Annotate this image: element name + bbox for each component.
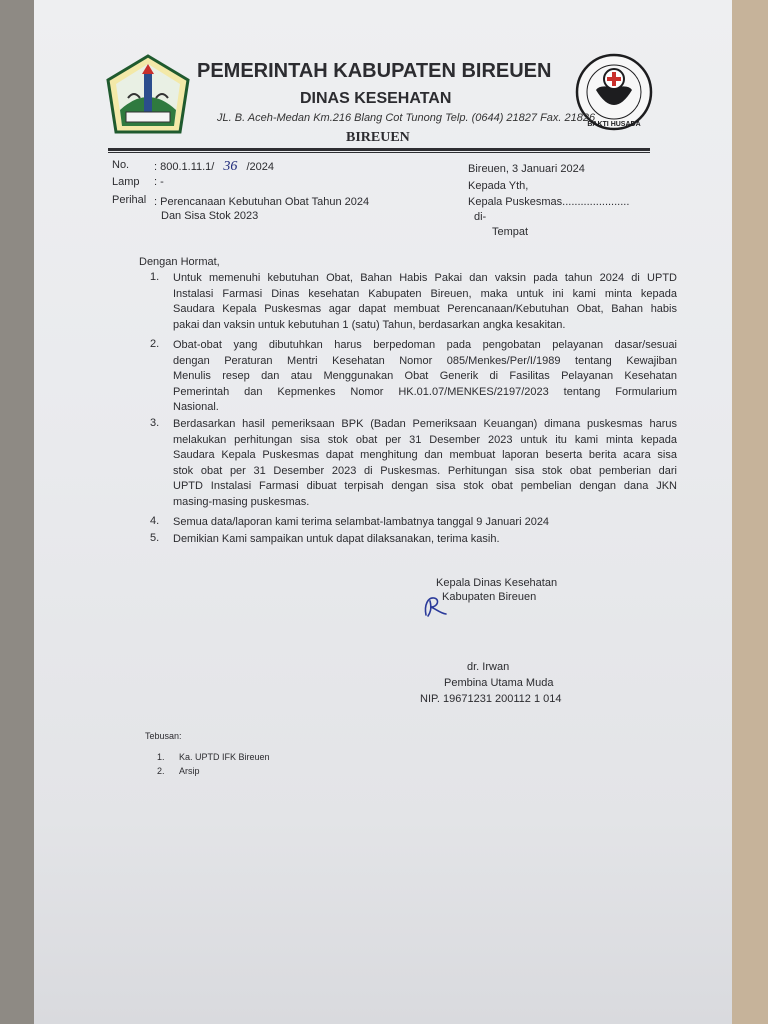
signature-position-1: Kepala Dinas Kesehatan <box>436 577 558 589</box>
body-item-paragraph <box>173 417 677 510</box>
greeting: Dengan Hormat, <box>139 256 220 268</box>
tembusan-item-2: Arsip <box>179 766 200 776</box>
paragraph-line: pakai dan vaksin untuk kebutuhan 1 (satu) Tahun, berdasarkan angka kesakitan. <box>173 318 566 331</box>
paragraph-line: UPTD Instalasi Farmasi dibuat terpisah dengan sisa stok obat pembelian dengan dana JKN <box>173 480 677 492</box>
letterhead-title: PEMERINTAH KABUPATEN BIREUEN <box>197 60 552 82</box>
body-item-paragraph <box>173 532 677 548</box>
no-label: No. <box>112 159 130 171</box>
no-value <box>154 159 274 175</box>
paragraph-line: Nasional. <box>173 401 219 413</box>
letterhead-rule-thick <box>108 148 650 151</box>
signer-rank: Pembina Utama Muda <box>444 677 554 689</box>
paragraph-line: dengan Peraturan Mentri Kesehatan Nomor 085/Menkes/Per/I/1989 tentang Kewajiban <box>173 354 677 367</box>
body-item-number: 2. <box>150 338 160 350</box>
paragraph-line: Semua data/laporan kami terima selambat-lambatnya tanggal 9 Januari 2024 <box>173 516 550 528</box>
perihal-line-1: : Perencanaan Kebutuhan Obat Tahun 2024 <box>154 196 370 208</box>
lamp-label: Lamp <box>112 176 140 188</box>
bakti-husada-logo-text: BAKTI HUSADA <box>587 121 641 128</box>
paragraph-line: Instalasi Farmasi Dinas kesehatan Kabupaten Bireuen, maka untuk ini kami minta kepada <box>173 287 677 300</box>
letterhead-subtitle: DINAS KESEHATAN <box>300 90 452 107</box>
letterhead-city: BIREUEN <box>346 130 410 145</box>
paragraph-line: masing-masing puskesmas. <box>173 495 310 508</box>
bireuen-coat-of-arms-icon <box>106 54 190 136</box>
letter-page <box>34 0 732 1024</box>
signature-position-2: Kabupaten Bireuen <box>442 591 537 603</box>
signer-nip: NIP. 19671231 200112 1 014 <box>420 693 562 705</box>
letterhead-address: JL. B. Aceh-Medan Km.216 Blang Cot Tunong Telp. (0644) 21827 Fax. 21826 <box>217 112 596 124</box>
body-item-number: 3. <box>150 417 160 429</box>
body-item-number: 1. <box>150 271 160 283</box>
body-item-paragraph <box>173 338 677 416</box>
paragraph-line: Pemerintah dan Kepmenkes Nomor HK.01.07/MENKES/2197/2023 tentang Formularium <box>173 385 677 398</box>
recipient-to: Kepala Puskesmas...................... <box>468 196 630 208</box>
recipient-kepada: Kepada Yth, <box>468 180 529 192</box>
paragraph-line: Saudara Kepala Puskesmas agar dapat membuat Perencanaan/Kebutuhan Obat, Bahan habis <box>173 303 677 315</box>
recipient-di: di- <box>474 211 487 223</box>
paragraph-line: stok obat per 31 Desember 2023 di Puskesmas. Perhitungan sisa stok obat pemberian dari <box>173 464 677 477</box>
paragraph-line: melakukan perhitungan sisa stok obat per 31 Desember 2023 untuk itu kami minta kepada <box>173 433 677 446</box>
no-year: /2024 <box>246 161 275 173</box>
signer-name: dr. Irwan <box>467 661 510 673</box>
paragraph-line: Demikian Kami sampaikan untuk dapat dilaksanakan, terima kasih. <box>173 533 500 545</box>
paragraph-line: Obat-obat yang dibutuhkan harus berpedoman pada pengobatan pelayanan dasar/sesuai <box>173 339 677 351</box>
background-left <box>0 0 34 1024</box>
signature-mark-icon <box>420 593 452 619</box>
perihal-line-2: Dan Sisa Stok 2023 <box>161 210 259 222</box>
tembusan-num-1: 1. <box>157 752 165 762</box>
body-item-number: 4. <box>150 515 160 527</box>
body-item-paragraph <box>173 515 677 531</box>
paragraph-line: Untuk memenuhi kebutuhan Obat, Bahan Habis Pakai dan vaksin pada tahun 2024 di UPTD <box>173 272 677 284</box>
body-item-paragraph <box>173 271 677 333</box>
tembusan-item-1: Ka. UPTD IFK Bireuen <box>179 752 270 762</box>
paragraph-line: Saudara Kepala Puskesmas dapat menghitung dan membuat laporan beserta berita acara sisa <box>173 449 677 461</box>
paragraph-line: Menulis resep dan atau Menggunakan Obat Generik di Fasilitas Pelayanan Kesehatan <box>173 370 677 382</box>
perihal-label: Perihal <box>112 194 147 206</box>
no-number: : 800.1.11.1/ <box>154 161 215 173</box>
background-right <box>732 0 768 1024</box>
paragraph-line: Berdasarkan hasil pemeriksaan BPK (Badan Pemeriksaan Keuangan) dimana puskesmas harus <box>173 418 677 430</box>
letterhead-rule-thin <box>108 152 650 153</box>
no-handwritten: 36 <box>223 159 238 174</box>
letter-date: Bireuen, 3 Januari 2024 <box>468 163 585 175</box>
recipient-tempat: Tempat <box>492 226 529 238</box>
lamp-value: : - <box>154 176 164 188</box>
body-item-number: 5. <box>150 532 160 544</box>
tembusan-label: Tebusan: <box>145 731 182 741</box>
tembusan-num-2: 2. <box>157 766 165 776</box>
